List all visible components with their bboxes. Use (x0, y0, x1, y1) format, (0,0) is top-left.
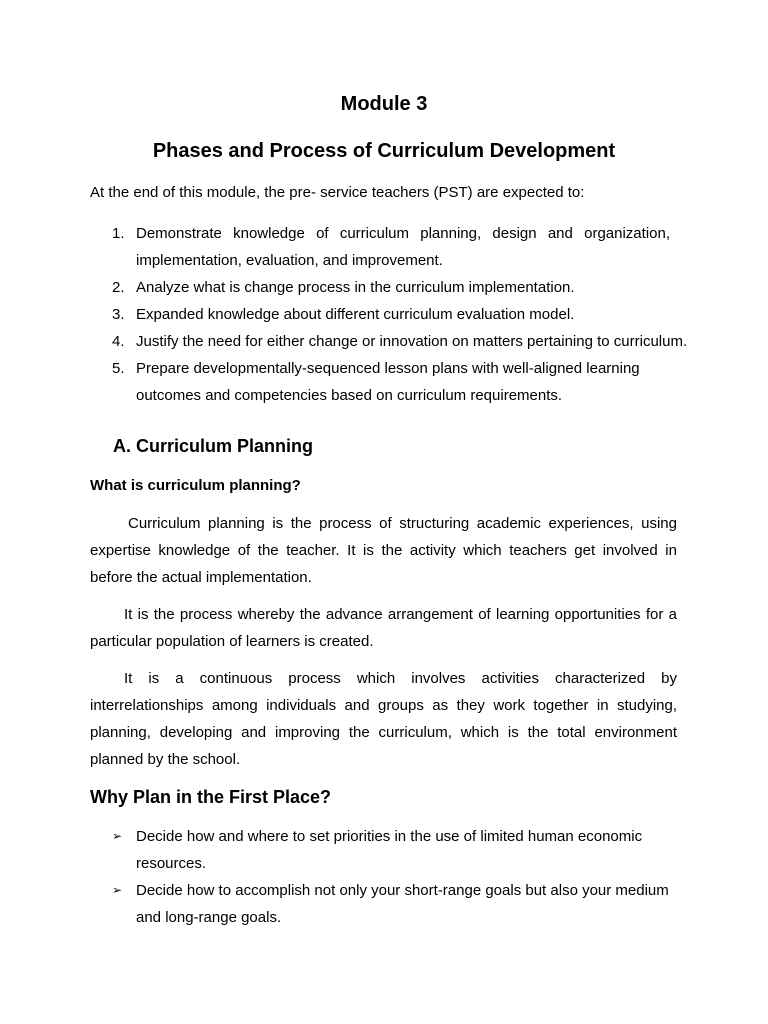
paragraph: Curriculum planning is the process of structuring academic experiences, using expertise knowledge of the teacher. It is the activity which teachers get involved in before the actual implementation. (90, 515, 677, 586)
paragraph: It is a continuous process which involves activities characterized by interrelationships among individuals and groups as they work together in studying, planning, developing and improving the curriculum, which is the total environment planned by the school. (90, 670, 677, 768)
arrowhead-bullet-icon: ➢ (112, 883, 123, 897)
objective-item (112, 301, 692, 328)
objective-text: Prepare developmentally-sequenced lesson plans with well-aligned learning outcomes and competencies based on curriculum requirements. (136, 360, 640, 404)
objectives-intro: At the end of this module, the pre- service teachers (PST) are expected to: (90, 184, 585, 201)
objective-text: Demonstrate knowledge of curriculum planning, design and organization, implementation, evaluation, and improvement. (136, 225, 670, 269)
objective-text: Expanded knowledge about different curriculum evaluation model. (136, 306, 575, 323)
objective-number: 2. (112, 279, 125, 296)
objective-item (112, 355, 692, 409)
module-title: Module 3 (340, 93, 428, 115)
objective-item (112, 274, 692, 301)
objective-number: 3. (112, 306, 125, 323)
question-heading: What is curriculum planning? (90, 477, 301, 494)
list-item-text: Decide how and where to set priorities in the use of limited human economic resources. (136, 828, 643, 872)
why-plan-heading: Why Plan in the First Place? (90, 787, 332, 807)
list-item-text: Decide how to accomplish not only your short-range goals but also your medium and long-range goals. (136, 882, 669, 926)
list-item (112, 823, 680, 877)
objective-number: 1. (112, 225, 125, 242)
objective-text: Justify the need for either change or innovation on matters pertaining to curriculum. (136, 333, 688, 350)
objective-text: Analyze what is change process in the curriculum implementation. (136, 279, 575, 296)
list-item (112, 877, 680, 931)
reasons-list (112, 823, 680, 931)
module-subtitle: Phases and Process of Curriculum Development (152, 140, 616, 162)
objective-item (112, 220, 692, 274)
objectives-list (112, 220, 692, 409)
arrowhead-bullet-icon: ➢ (112, 829, 123, 843)
section-a-heading: A. Curriculum Planning (113, 436, 314, 456)
objective-number: 5. (112, 360, 125, 377)
paragraph: It is the process whereby the advance arrangement of learning opportunities for a particular population of learners is created. (90, 606, 677, 650)
objective-number: 4. (112, 333, 125, 350)
objective-item (112, 328, 692, 355)
